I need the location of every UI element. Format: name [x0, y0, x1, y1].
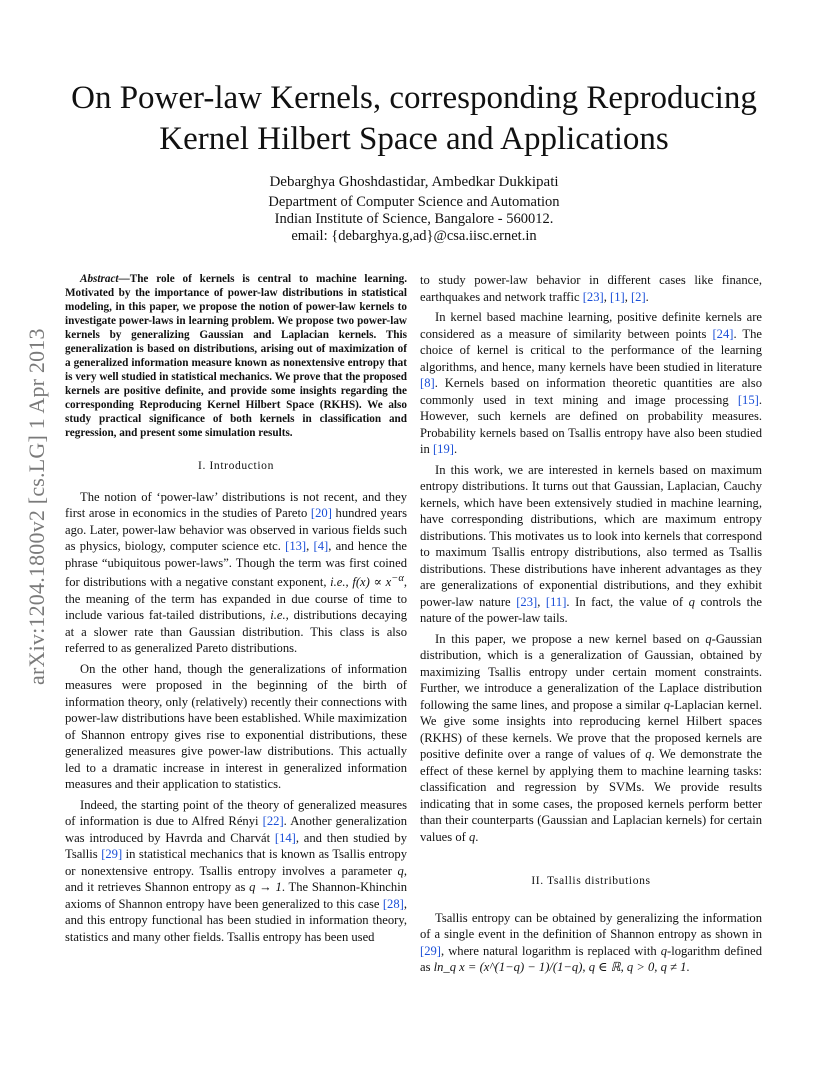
intro-paragraph-4: In kernel based machine learning, positive definite kernels are considered as a measure of similarity between points [24]. The choice of kernel is critical to the performance of the learning algorithms, and hence, many kernels have been studied in literature [8]. Kernels based on information theoretic quantities are also commonly used in text mining and image processing [15]. However, such kernels are defined on probability measures. Probability kernels based on Tsallis entropy have also been studied in [19]. — [420, 310, 762, 456]
citation-link[interactable]: [8] — [420, 376, 435, 390]
author-email: email: {debarghya.g,ad}@csa.iisc.ernet.in — [291, 228, 537, 244]
intro-paragraph-5: In this work, we are interested in kernels based on maximum entropy distributions. It turns out that Gaussian, Laplacian, Cauchy kernels, which have been extensively studied in machine learning, have corresponding distributions, which are maximum entropy distributions. This motivates us to look into kernels that correspond to maximum Tsallis entropy distributions, also termed as Tsallis distributions. These distributions have inherent advantages as they are generalizations of exponential distributions, and they exhibit power-law nature [23], [11]. In fact, the value of q controls the nature of the power-law tails. — [420, 462, 762, 625]
citation-link[interactable]: [24] — [712, 326, 734, 341]
citation-link[interactable]: [14] — [274, 830, 296, 845]
citation-link[interactable]: [1] — [610, 289, 625, 304]
citation-link[interactable]: [23] — [516, 594, 538, 609]
title-line-2: Kernel Hilbert Space and Applications — [159, 121, 669, 157]
left-column — [65, 272, 407, 945]
intro-paragraph-2: On the other hand, though the generalizations of information measures were proposed in the beginning of the birth of information theory, only (relatively) recently their connections with power-law distributions have been established. While maximization of Shannon entropy gives rise to exponential distributions, these generalized measures give power-law distributions. This actually led to a dramatic increase in interest in generalized information measures and their application to statistics. — [65, 661, 407, 792]
intro-paragraph-1: The notion of ‘power-law’ distributions is not recent, and they first arose in economics in the studies of Pareto [20] hundred years ago. Later, power-law behavior was observed in various fields such as physics, biology, computer science etc. [13], [4], and hence the phrase “ubiquitous power-laws”. Though the term was first coined for distributions with a negative constant exponent, i.e., $f(x) \propto x^{-\alpha}$, the meaning of the term has expanded in due course of time to include various fat-tailed distributions, i.e., distributions decaying at a slower rate than Gaussian distribution. This class is also referred to as generalized Pareto distributions. — [65, 489, 407, 656]
inline-formula: ln_q x = (x^(1−q) − 1)/(1−q), q ∈ ℝ, q > 0, q ≠ 1 — [433, 960, 687, 974]
right-column — [420, 272, 762, 976]
abstract-label: Abstract — [80, 273, 119, 285]
author-department: Department of Computer Science and Automation — [268, 194, 560, 210]
citation-link[interactable]: [19] — [432, 442, 454, 456]
citation-link[interactable]: [23] — [582, 289, 604, 304]
citation-link[interactable]: [13] — [285, 539, 307, 553]
author-names: Debarghya Ghoshdastidar, Ambedkar Dukkipati — [269, 174, 559, 190]
section-heading-tsallis: II. Tsallis distributions — [531, 874, 651, 887]
citation-link[interactable]: [4] — [313, 539, 329, 553]
intro-paragraph-3: Indeed, the starting point of the theory of generalized measures of information is due to Alfred Rényi [22]. Another generalization was introduced by Havrda and Charvát [14], and then studied by Tsallis [29] in statistical mechanics that is known as Tsallis entropy or nonextensive entropy. Tsallis entropy involves a parameter q, and it retrieves Shannon entropy as q → 1. The Shannon-Khinchin axioms of Shannon entropy have been generalized to this case [28], and this entropy functional has been studied in information theory, statistics and many other fields. Tsallis entropy has been used — [65, 797, 408, 944]
citation-link[interactable]: [29] — [420, 943, 441, 958]
citation-link[interactable]: [15] — [737, 392, 759, 407]
paper-title — [60, 78, 768, 160]
citation-link[interactable]: [22] — [262, 814, 284, 829]
author-block — [120, 174, 708, 245]
abstract-text: —The role of kernels is central to machine learning. Motivated by the importance of power-law distributions in statistical modeling, in this paper, we propose the notion of power-law kernels to investigate power-laws in learning problem. We propose two power-law kernels by generalizing Gaussian and Laplacian kernels. This generalization is based on distributions, arising out of maximization of a generalized information measure known as nonextensive entropy that is very well studied in statistical mechanics. We prove that the proposed kernels are positive definite, and provide some insights regarding the corresponding Reproducing Kernel Hilbert Space (RKHS). We also study practical significance of both kernels in classification and regression, and present some simulation results. — [65, 273, 407, 439]
intro-paragraph-6: In this paper, we propose a new kernel based on q-Gaussian distribution, which is a generalization of Gaussian, obtained by maximizing Tsallis entropy under certain moment constraints. Further, we introduce a generalization of the Laplace distribution following the same lines, and propose a similar q-Laplacian kernel. We give some insights into reproducing kernel Hilbert spaces (RKHS) of these kernels. We prove that the proposed kernels are positive definite over a range of values of q. We demonstrate the effect of these kernel by applying them to machine learning tasks: classification and regression by SVMs. We provide results indicating that in some cases, the proposed kernels perform better than their counterparts (Gaussian and Laplacian kernels) for certain values of q. — [420, 631, 762, 844]
title-line-1: On Power-law Kernels, corresponding Reproducing — [71, 80, 757, 116]
citation-link[interactable]: [29] — [101, 847, 123, 862]
abstract — [65, 272, 407, 440]
intro-paragraph-3-continued: to study power-law behavior in different cases like finance, earthquakes and network traffic [23], [1], [2]. — [420, 273, 762, 304]
tsallis-paragraph-1: Tsallis entropy can be obtained by generalizing the information of a single event in the definition of Shannon entropy as shown in [29], where natural logarithm is replaced with q-logarithm defined as ln_q x = (x^(1−q) − 1)/(1−q), q ∈ ℝ, q > 0, q ≠ 1. — [420, 910, 762, 974]
citation-link[interactable]: [2] — [630, 289, 646, 304]
author-institute: Indian Institute of Science, Bangalore - 560012. — [274, 211, 554, 227]
citation-link[interactable]: [11] — [545, 594, 567, 609]
inline-math: f(x) ∝ x — [348, 575, 392, 590]
citation-link[interactable]: [20] — [310, 506, 332, 520]
arxiv-identifier: arXiv:1204.1800v2 [cs.LG] 1 Apr 2013 — [24, 328, 49, 685]
section-heading-introduction: I. Introduction — [198, 459, 274, 472]
citation-link[interactable]: [28] — [382, 896, 404, 911]
